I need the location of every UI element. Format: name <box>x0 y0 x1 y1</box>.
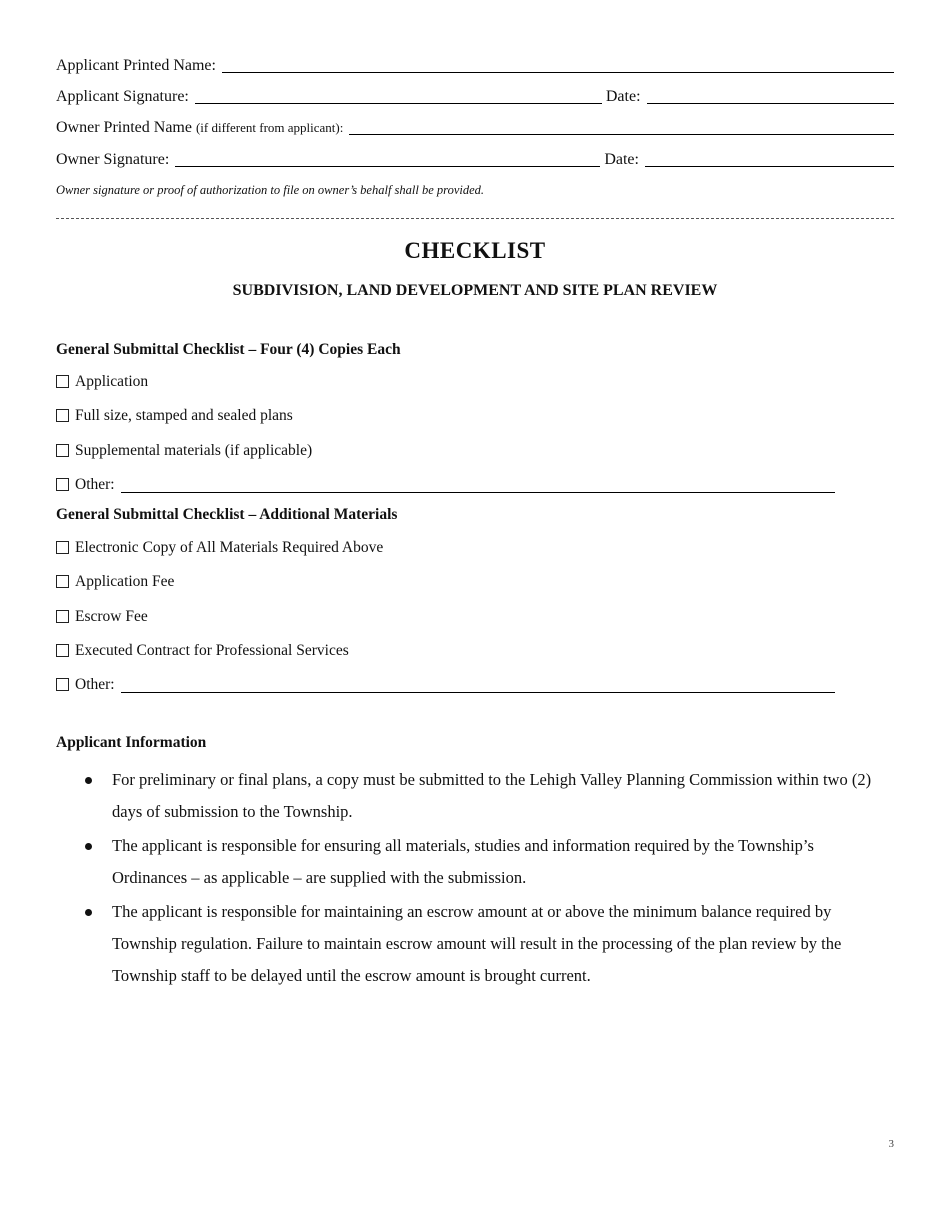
checklist-item-contract[interactable] <box>56 641 349 661</box>
checklist-item-escrow-fee[interactable] <box>56 607 148 627</box>
checklist-item-label: Supplemental materials (if applicable) <box>75 442 313 459</box>
checklist-title: CHECKLIST <box>404 238 546 263</box>
bullet-icon <box>85 909 92 916</box>
bullet-text: For preliminary or final plans, a copy must be submitted to the Lehigh Valley Planning Commission within two (2) days of submission to the Township. <box>112 770 872 821</box>
checkbox[interactable] <box>56 541 69 554</box>
page-number: 3 <box>888 1138 894 1150</box>
applicant-information-list <box>112 764 888 994</box>
applicant-signature-field[interactable] <box>195 88 602 104</box>
other-field[interactable] <box>121 477 835 493</box>
bullet-icon <box>85 777 92 784</box>
authorization-note: Owner signature or proof of authorization to file on owner’s behalf shall be provided. <box>56 183 485 197</box>
checkbox[interactable] <box>56 644 69 657</box>
list-item <box>112 830 888 894</box>
owner-date-field[interactable] <box>645 151 894 167</box>
owner-printed-name-field[interactable] <box>349 119 894 135</box>
bullet-icon <box>85 843 92 850</box>
checklist-item-label: Other: <box>75 676 115 693</box>
checklist-item-label: Other: <box>75 476 115 493</box>
other-field[interactable] <box>121 677 835 693</box>
owner-signature-row <box>56 150 894 170</box>
applicant-date-label: Date: <box>605 88 641 105</box>
checklist-item-application-fee[interactable] <box>56 572 174 592</box>
checklist-item-application[interactable] <box>56 372 148 392</box>
checklist-item-label: Application <box>75 373 149 390</box>
dashed-divider <box>56 218 894 219</box>
bullet-text: The applicant is responsible for ensuring all materials, studies and information required by the Township’s Ordinances – as applicable – are supplied with the submission. <box>112 836 814 887</box>
checkbox[interactable] <box>56 478 69 491</box>
owner-date-label: Date: <box>604 151 639 168</box>
checkbox[interactable] <box>56 409 69 422</box>
additional-materials-heading: General Submittal Checklist – Additional Materials <box>56 506 398 523</box>
applicant-printed-name-field[interactable] <box>222 57 894 73</box>
checklist-item-other-1[interactable] <box>56 475 835 495</box>
checkbox[interactable] <box>56 610 69 623</box>
checklist-item-label: Full size, stamped and sealed plans <box>75 407 293 424</box>
checklist-item-other-2[interactable] <box>56 675 835 695</box>
owner-signature-label: Owner Signature: <box>56 151 170 168</box>
checkbox[interactable] <box>56 575 69 588</box>
owner-printed-name-note: (if different from applicant): <box>195 120 344 135</box>
applicant-printed-name-row <box>56 56 894 76</box>
checklist-item-label: Executed Contract for Professional Services <box>75 642 349 659</box>
checklist-item-plans[interactable] <box>56 406 293 426</box>
list-item <box>112 896 888 992</box>
checkbox[interactable] <box>56 375 69 388</box>
applicant-information-heading: Applicant Information <box>56 734 207 751</box>
general-submittal-heading: General Submittal Checklist – Four (4) Copies Each <box>56 341 401 358</box>
checklist-item-label: Electronic Copy of All Materials Required Above <box>75 539 384 556</box>
checklist-subtitle: SUBDIVISION, LAND DEVELOPMENT AND SITE PLAN REVIEW <box>232 282 718 299</box>
owner-printed-name-label: Owner Printed Name <box>56 119 192 136</box>
bullet-text: The applicant is responsible for maintaining an escrow amount at or above the minimum balance required by Township regulation. Failure to maintain escrow amount will result in the processing of the plan review by the Township staff to be delayed until the escrow amount is brought current. <box>112 902 842 985</box>
owner-signature-field[interactable] <box>175 151 600 167</box>
list-item <box>112 764 888 828</box>
checklist-item-label: Escrow Fee <box>75 608 148 625</box>
applicant-printed-name-label: Applicant Printed Name: <box>56 57 216 74</box>
owner-printed-name-row <box>56 118 894 138</box>
applicant-signature-label: Applicant Signature: <box>56 88 189 105</box>
checklist-item-electronic-copy[interactable] <box>56 538 383 558</box>
checkbox[interactable] <box>56 678 69 691</box>
applicant-signature-row <box>56 87 894 107</box>
applicant-date-field[interactable] <box>647 88 894 104</box>
checkbox[interactable] <box>56 444 69 457</box>
checklist-item-label: Application Fee <box>75 573 175 590</box>
checklist-item-supplemental[interactable] <box>56 441 312 461</box>
